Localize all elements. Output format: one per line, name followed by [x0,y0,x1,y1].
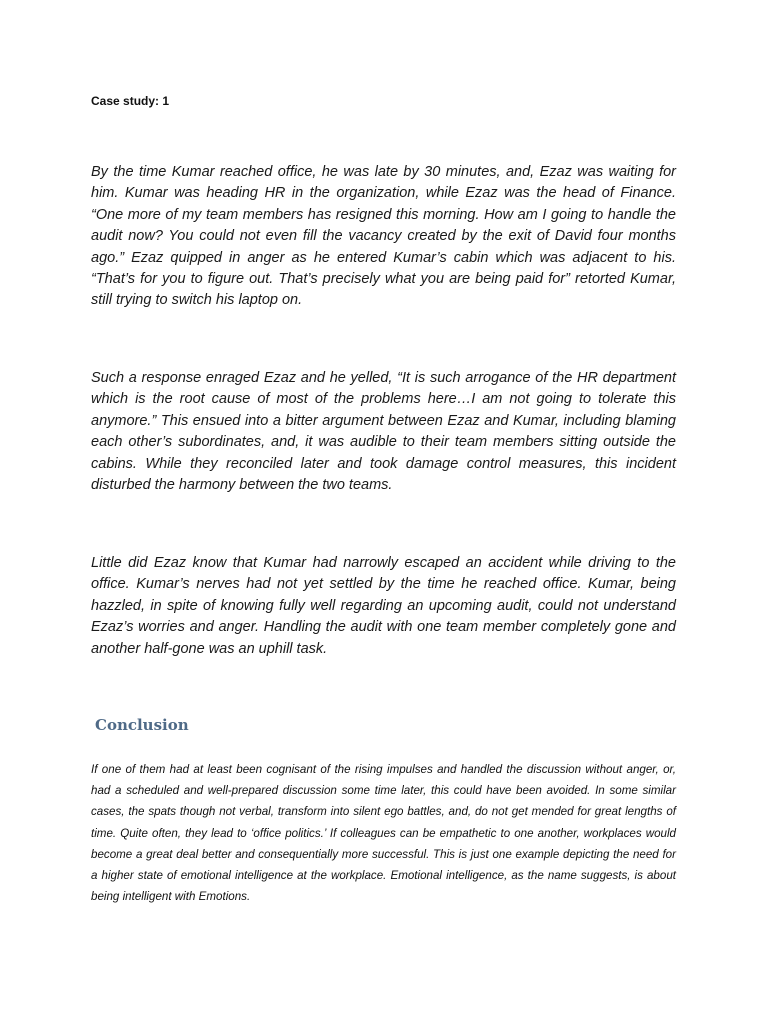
conclusion-heading: Conclusion [95,716,189,734]
story-paragraph-1: By the time Kumar reached office, he was late by 30 minutes, and, Ezaz was waiting for him. Kumar was heading HR in the organization, while Ezaz was the head of Finance. “One more of my team members has resigned this morning. How am I going to handle the audit now? You could not even fill the vacancy created by the exit of David four months ago.” Ezaz quipped in anger as he entered Kumar’s cabin which was adjacent to his. “That’s for you to figure out. That’s precisely what you are being paid for” retorted Kumar, still trying to switch his laptop on. [91,164,676,309]
case-study-title: Case study: 1 [91,94,170,108]
story-paragraph-3: Little did Ezaz know that Kumar had narrowly escaped an accident while driving to the office. Kumar’s nerves had not yet settled by the time he reached office. Kumar, being hazzled, in spite of knowing fully well regarding an upcoming audit, could not understand Ezaz’s worries and anger. Handling the audit with one team member completely gone and another half-gone was an uphill task. [91,555,676,657]
conclusion-paragraph: If one of them had at least been cognisant of the rising impulses and handled the discussion without anger, or, had a scheduled and well-prepared discussion some time later, this could have been avoided. In some similar cases, the spats though not verbal, transform into silent ego battles, and, do not get mended for great lengths of time. Quite often, they lead to ‘office politics.’ If colleagues can be empathetic to one another, workplaces would become a great deal better and consequentially more successful. This is just one example depicting the need for a higher state of emotional intelligence at the workplace. Emotional intelligence, as the name suggests, is about being intelligent with Emotions. [91,763,676,904]
story-paragraph-2: Such a response enraged Ezaz and he yelled, “It is such arrogance of the HR department which is the root cause of most of the problems here…I am not going to tolerate this anymore.” This ensued into a bitter argument between Ezaz and Kumar, including blaming each other’s subordinates, and, it was audible to their team members sitting outside the cabins. While they reconciled later and took damage control measures, this incident disturbed the harmony between the two teams. [91,370,676,494]
